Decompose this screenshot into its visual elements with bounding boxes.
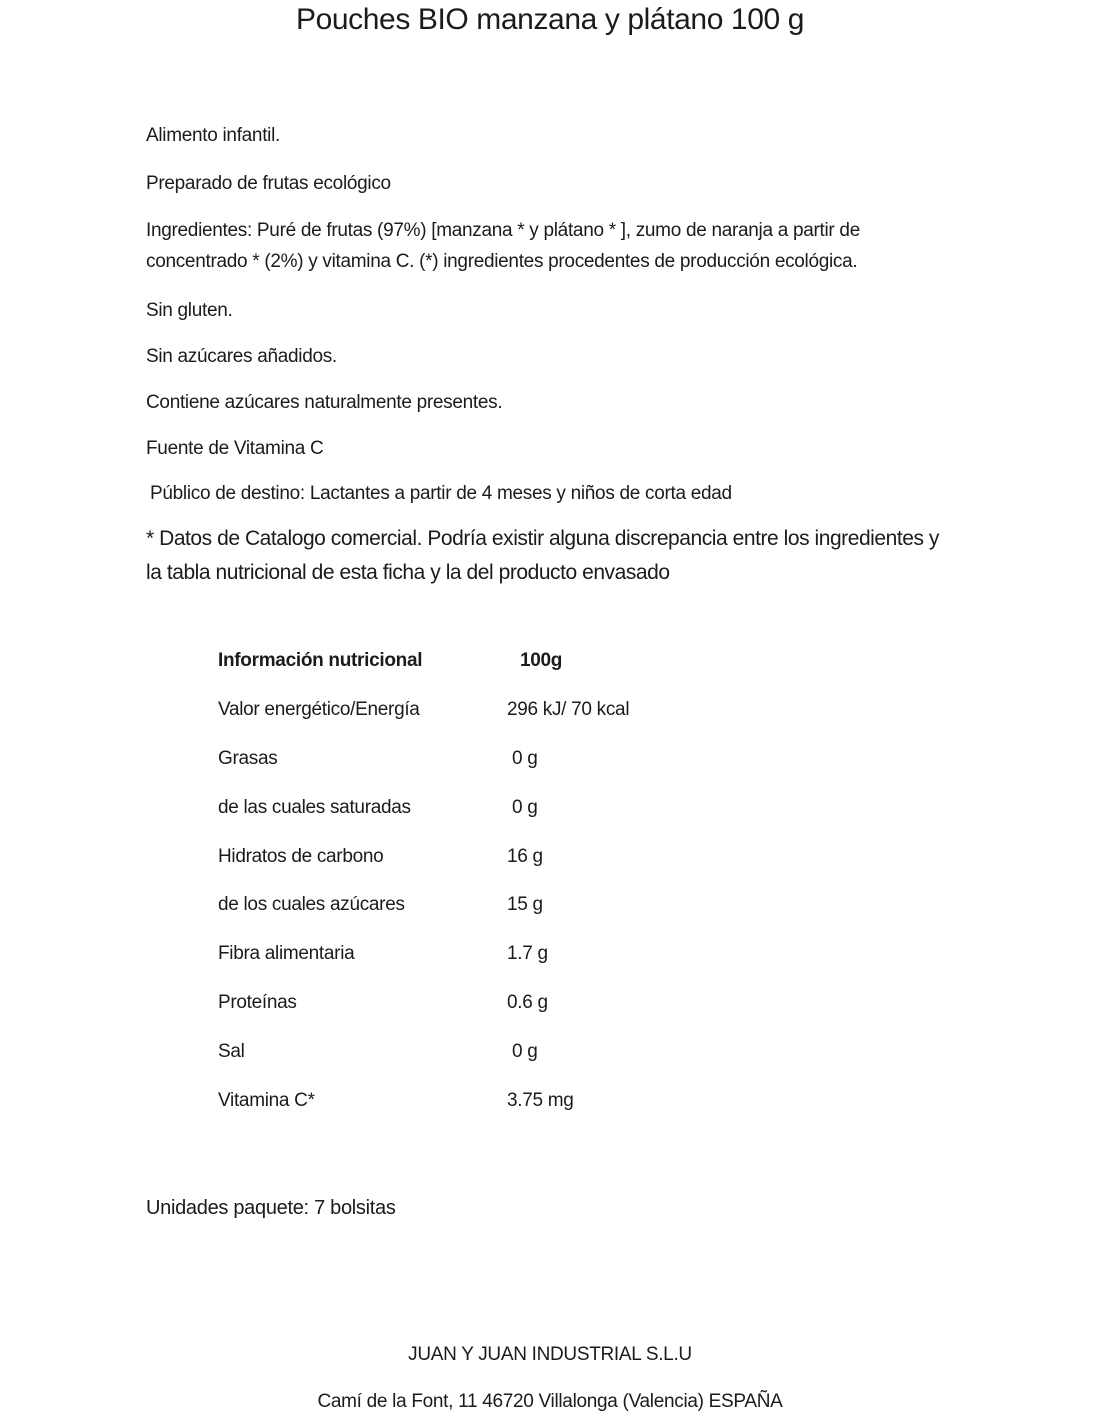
footer-address: Camí de la Font, 11 46720 Villalonga (Valencia) ESPAÑA (317, 1391, 783, 1412)
paragraph-alimento-infantil: Alimento infantil. (146, 125, 281, 146)
nutrition-row-label: Proteínas (218, 992, 297, 1014)
paragraph-fuente-vitamina-c: Fuente de Vitamina C (146, 438, 324, 459)
nutrition-row-value: 16 g (507, 845, 543, 867)
nutrition-row-value: 15 g (507, 894, 543, 916)
nutrition-table (218, 650, 629, 1139)
paragraph-sin-azucares: Sin azúcares añadidos. (146, 346, 337, 367)
page-title: Pouches BIO manzana y plátano 100 g (295, 3, 804, 36)
paragraph-datos-catalogo: * Datos de Catalogo comercial. Podría existir alguna discrepancia entre los ingredientes y la tabla nutricional de esta ficha y la del producto envasado (146, 527, 939, 584)
nutrition-header-label: Información nutricional (218, 650, 423, 671)
nutrition-row-label: Hidratos de carbono (218, 845, 384, 867)
nutrition-header-value: 100g (520, 650, 563, 671)
nutrition-row-value: 296 kJ/ 70 kcal (507, 698, 630, 720)
nutrition-row-label: Sal (218, 1041, 245, 1063)
nutrition-row-label: Grasas (218, 747, 278, 769)
nutrition-row-value: 3.75 mg (507, 1090, 574, 1112)
nutrition-row-label: Fibra alimentaria (218, 943, 355, 965)
paragraph-contiene-azucares: Contiene azúcares naturalmente presentes. (146, 392, 503, 413)
nutrition-row-value: 0 g (512, 747, 538, 769)
nutrition-row-label: de las cuales saturadas (218, 796, 411, 818)
nutrition-row-label: de los cuales azúcares (218, 894, 405, 916)
paragraph-preparado-frutas: Preparado de frutas ecológico (146, 173, 391, 194)
nutrition-row-label: Vitamina C* (218, 1090, 315, 1112)
nutrition-row-value: 1.7 g (507, 943, 548, 965)
paragraph-ingredientes: Ingredientes: Puré de frutas (97%) [manzana * y plátano * ], zumo de naranja a partir de concentrado * (2%) y vitamina C. (*) ingredientes procedentes de producción ecológica. (146, 220, 860, 272)
paragraph-publico-destino: Público de destino: Lactantes a partir de 4 meses y niños de corta edad (150, 483, 732, 504)
package-units-line: Unidades paquete: 7 bolsitas (146, 1197, 396, 1219)
paragraph-sin-gluten: Sin gluten. (146, 300, 233, 321)
nutrition-row-label: Valor energético/Energía (218, 698, 420, 720)
nutrition-row-value: 0 g (512, 796, 538, 818)
footer-company: JUAN Y JUAN INDUSTRIAL S.L.U (408, 1344, 692, 1365)
nutrition-row-value: 0.6 g (507, 992, 548, 1014)
nutrition-row-value: 0 g (512, 1041, 538, 1063)
